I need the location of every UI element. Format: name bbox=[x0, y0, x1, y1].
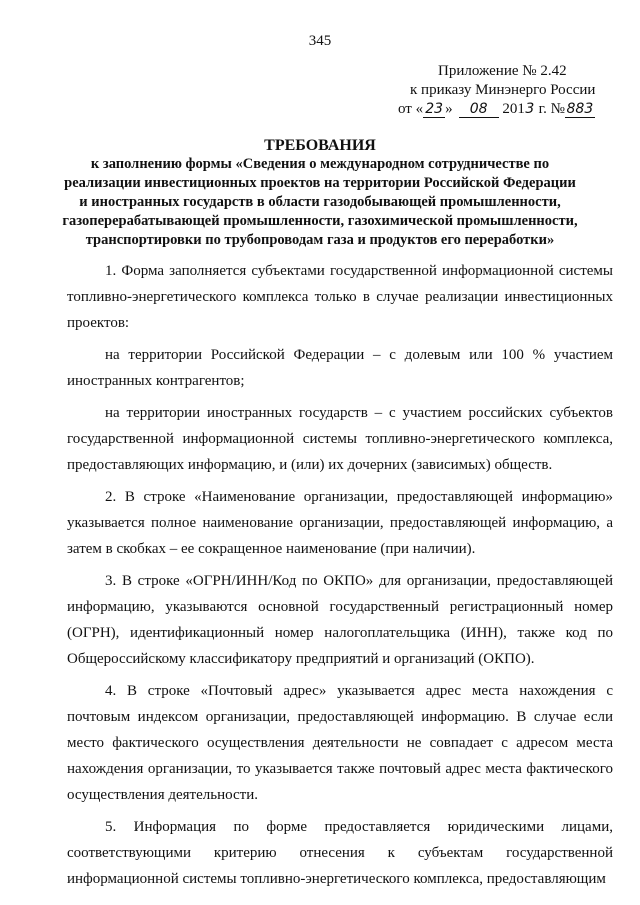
paragraph-3: 3. В строке «ОГРН/ИНН/Код по ОКПО» для организации, предоставляющей информацию, указываются основной государственный регистрационный номер (ОГРН), идентификационный номер налогоплательщика (ИНН), также код по Общероссийскому классификатору предприятий и организаций (ОКПО). bbox=[67, 573, 613, 667]
appendix-header bbox=[398, 62, 595, 119]
handwritten-month: 08 bbox=[459, 102, 499, 118]
page-number: 345 bbox=[308, 33, 332, 49]
handwritten-day: 23 bbox=[423, 102, 445, 118]
paragraph-2: 2. В строке «Наименование организации, предоставляющей информацию» указывается полное наименование организации, предоставляющей информацию, а затем в скобках – ее сокращенное наименование (при наличии). bbox=[67, 489, 613, 557]
year-prefix: 201 bbox=[502, 101, 525, 117]
paragraph-4: 4. В строке «Почтовый адрес» указывается адрес места нахождения с почтовым индексом организации, предоставляющей информацию. В случае если место фактического осуществления деятельности не совпадает с адресом места нахождения организации, то указывается также почтовый адрес места фактического осуществления деятельности. bbox=[67, 683, 613, 803]
paragraph-1a: на территории Российской Федерации – с долевым или 100 % участием иностранных контрагентов; bbox=[67, 347, 613, 389]
paragraph-5: 5. Информация по форме предоставляется юридическими лицами, соответствующими критерию отнесения к субъектам государственной информационной системы топливно-энергетического комплекса, предоставляющим bbox=[67, 819, 613, 887]
year-suffix: г. № bbox=[534, 101, 565, 117]
handwritten-year-digit: 3 bbox=[525, 101, 535, 117]
document-title: ТРЕБОВАНИЯ bbox=[264, 137, 376, 154]
date-close-quote: » bbox=[445, 101, 453, 117]
paragraph-1b: на территории иностранных государств – с участием российских субъектов государственной информационной системы топливно-энергетического комплекса, предоставляющих информацию, и (или) их дочерних (зависимых) обществ. bbox=[67, 405, 613, 473]
paragraph-1: 1. Форма заполняется субъектами государственной информационной системы топливно-энергетического комплекса только в случае реализации инвестиционных проектов: bbox=[67, 263, 613, 331]
handwritten-order-number: 883 bbox=[566, 101, 594, 117]
document-subtitle: к заполнению формы «Сведения о международном сотрудничестве по реализации инвестиционных проектов на территории Российской Федерации и иностранных государств в области газодобывающей промышленности, газоперерабатывающей промышленности, газохимической промышленности, транспортировки по трубопроводам газа и продуктов его переработки» bbox=[62, 156, 578, 248]
appendix-date-line bbox=[398, 100, 595, 119]
appendix-title: Приложение № 2.42 bbox=[438, 63, 567, 79]
date-prefix: от « bbox=[398, 101, 424, 117]
document-body bbox=[67, 258, 613, 898]
appendix-order-reference: к приказу Минэнерго России bbox=[410, 82, 596, 98]
